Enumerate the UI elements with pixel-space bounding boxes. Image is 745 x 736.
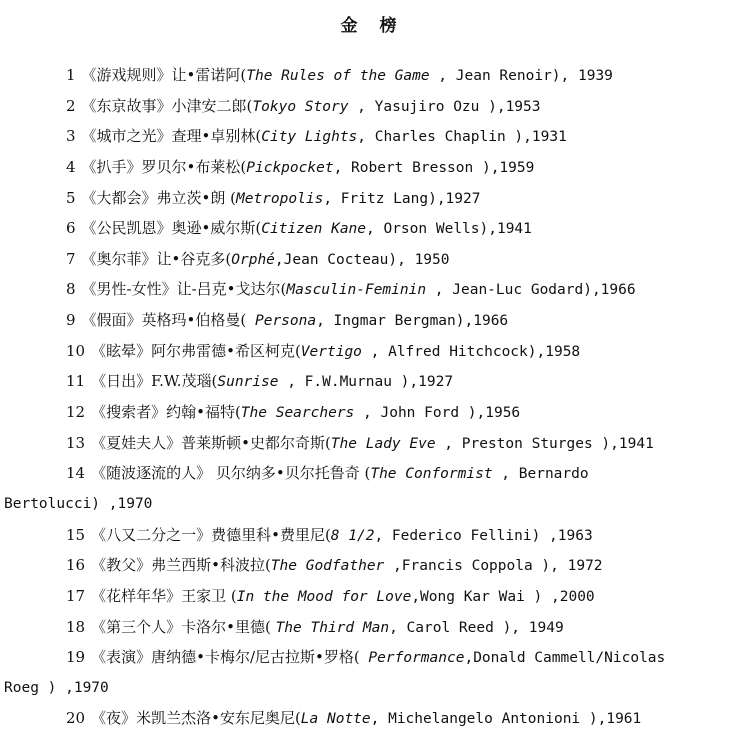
film-list bbox=[0, 60, 745, 734]
list-item bbox=[0, 121, 745, 152]
english-title: Vertigo bbox=[300, 343, 362, 360]
list-item bbox=[0, 336, 745, 367]
chinese-title-director: 《表演》唐纳德•卡梅尔/尼古拉斯•罗格( bbox=[91, 648, 360, 667]
director-year: , Federico Fellini) ,1963 bbox=[374, 527, 593, 544]
english-title: Masculin-Feminin bbox=[286, 282, 427, 299]
list-item bbox=[0, 642, 745, 703]
chinese-title-director: 《第三个人》卡洛尔•里德( bbox=[91, 617, 276, 636]
list-item-line bbox=[66, 550, 603, 582]
chinese-title-director: 《花样年华》王家卫 ( bbox=[91, 586, 237, 605]
item-number: 13 bbox=[66, 433, 86, 452]
chinese-title-director: 《假面》英格玛•伯格曼( bbox=[81, 311, 247, 330]
list-item bbox=[0, 91, 745, 122]
list-item-line bbox=[66, 213, 532, 245]
item-number: 7 bbox=[66, 249, 76, 268]
list-item-line bbox=[66, 244, 450, 276]
list-item-line bbox=[66, 274, 636, 306]
item-number: 19 bbox=[66, 648, 86, 667]
item-number: 20 bbox=[66, 709, 86, 728]
item-number: 11 bbox=[66, 372, 86, 391]
list-item bbox=[0, 274, 745, 305]
chinese-title-director: 《公民凯恩》奥逊•威尔斯( bbox=[81, 219, 262, 238]
list-item-continuation: Bertolucci) ,1970 bbox=[4, 495, 153, 512]
list-item bbox=[0, 550, 745, 581]
chinese-title-director: 《眩晕》阿尔弗雷德•希区柯克( bbox=[91, 341, 301, 360]
item-number: 2 bbox=[66, 96, 76, 115]
chinese-title-director: 《男性-女性》让-吕克•戈达尔( bbox=[81, 280, 287, 299]
chinese-title-director: 《奥尔菲》让•谷克多( bbox=[81, 249, 232, 268]
director-year: , Alfred Hitchcock),1958 bbox=[361, 343, 581, 360]
english-title: 8 1/2 bbox=[330, 527, 375, 544]
director-year: ,Wong Kar Wai ) ,2000 bbox=[411, 588, 595, 605]
list-item-continuation: Roeg ) ,1970 bbox=[4, 679, 109, 696]
list-item bbox=[0, 428, 745, 459]
list-item-line bbox=[66, 305, 508, 337]
chinese-title-director: 《扒手》罗贝尔•布莱松( bbox=[81, 157, 247, 176]
list-item-line bbox=[66, 397, 520, 429]
director-year: , F.W.Murnau ),1927 bbox=[278, 374, 454, 391]
list-item bbox=[0, 213, 745, 244]
item-number: 8 bbox=[66, 280, 76, 299]
list-item-line bbox=[66, 152, 534, 184]
director-year: , Bernardo bbox=[492, 466, 589, 483]
director-year: , Jean Renoir), 1939 bbox=[429, 68, 613, 84]
director-year: , Ingmar Bergman),1966 bbox=[316, 313, 509, 330]
list-item-line bbox=[66, 91, 541, 123]
list-item-line bbox=[66, 520, 593, 552]
page-title: 金 榜 bbox=[340, 16, 405, 36]
director-year: , Yasujiro Ozu ),1953 bbox=[348, 98, 541, 115]
list-item bbox=[0, 305, 745, 336]
english-title: Sunrise bbox=[217, 374, 279, 391]
english-title: Persona bbox=[246, 313, 317, 330]
list-item bbox=[0, 581, 745, 612]
list-item-line bbox=[66, 366, 453, 398]
english-title: The Godfather bbox=[270, 558, 385, 575]
english-title: In the Mood for Love bbox=[236, 588, 412, 605]
list-item-line bbox=[66, 458, 589, 490]
chinese-title-director: 《随波逐流的人》 贝尔纳多•贝尔托鲁奇 ( bbox=[91, 464, 371, 483]
list-item-line bbox=[66, 60, 613, 92]
director-year: ,Donald Cammell/Nicolas bbox=[464, 650, 666, 667]
item-number: 16 bbox=[66, 556, 86, 575]
item-number: 18 bbox=[66, 617, 86, 636]
list-item-line bbox=[66, 703, 641, 735]
chinese-title-director: 《搜索者》约翰•福特( bbox=[91, 403, 241, 422]
english-title: City Lights bbox=[261, 129, 358, 146]
list-item-line bbox=[66, 642, 665, 674]
list-item bbox=[0, 183, 745, 214]
item-number: 14 bbox=[66, 464, 86, 483]
chinese-title-director: 《夜》米凯兰杰洛•安东尼奥尼( bbox=[91, 709, 301, 728]
chinese-title-director: 《八又二分之一》费德里科•费里尼( bbox=[91, 525, 331, 544]
chinese-title-director: 《东京故事》小津安二郎( bbox=[81, 96, 253, 115]
chinese-title-director: 《教父》弗兰西斯•科波拉( bbox=[91, 556, 271, 575]
english-title: Pickpocket bbox=[246, 159, 334, 176]
list-item-line bbox=[66, 428, 654, 460]
director-year: , Jean-Luc Godard),1966 bbox=[426, 282, 636, 299]
english-title: Orphé bbox=[231, 251, 275, 268]
chinese-title-director: 《大都会》弗立茨•朗 ( bbox=[81, 188, 237, 207]
english-title: The Rules of the Game bbox=[246, 68, 430, 84]
item-number: 1 bbox=[66, 66, 76, 84]
director-year: , Preston Sturges ),1941 bbox=[435, 435, 654, 452]
english-title: The Searchers bbox=[240, 405, 355, 422]
list-item bbox=[0, 244, 745, 275]
chinese-title-director: 《城市之光》查理•卓别林( bbox=[81, 127, 262, 146]
director-year: , Michelangelo Antonioni ),1961 bbox=[370, 711, 642, 728]
director-year: ,Francis Coppola ), 1972 bbox=[384, 558, 603, 575]
item-number: 9 bbox=[66, 311, 76, 330]
list-item bbox=[0, 520, 745, 551]
item-number: 17 bbox=[66, 586, 86, 605]
director-year: , Carol Reed ), 1949 bbox=[389, 619, 564, 636]
english-title: The Lady Eve bbox=[330, 435, 436, 452]
director-year: , Orson Wells),1941 bbox=[366, 221, 532, 238]
english-title: Citizen Kane bbox=[261, 221, 367, 238]
list-item bbox=[0, 458, 745, 519]
list-item-line bbox=[66, 121, 567, 153]
director-year: , Robert Bresson ),1959 bbox=[333, 159, 535, 176]
english-title: Performance bbox=[359, 650, 465, 667]
director-year: ,Jean Cocteau), 1950 bbox=[274, 251, 450, 268]
director-year: , John Ford ),1956 bbox=[354, 405, 521, 422]
list-item-line bbox=[66, 183, 480, 215]
list-item bbox=[0, 703, 745, 734]
list-item bbox=[0, 366, 745, 397]
list-item bbox=[0, 612, 745, 643]
list-item-line bbox=[66, 336, 580, 368]
chinese-title-director: 《日出》F.W.茂瑙( bbox=[91, 372, 218, 391]
item-number: 6 bbox=[66, 219, 76, 238]
english-title: The Third Man bbox=[275, 619, 390, 636]
item-number: 4 bbox=[66, 157, 76, 176]
list-item bbox=[0, 60, 745, 91]
list-item-line bbox=[66, 581, 595, 613]
item-number: 12 bbox=[66, 403, 86, 422]
item-number: 3 bbox=[66, 127, 76, 146]
director-year: , Fritz Lang),1927 bbox=[323, 190, 481, 207]
english-title: Tokyo Story bbox=[252, 98, 349, 115]
item-number: 10 bbox=[66, 341, 86, 360]
english-title: La Notte bbox=[300, 711, 371, 728]
english-title: Metropolis bbox=[236, 190, 324, 207]
english-title: The Conformist bbox=[370, 466, 493, 483]
item-number: 15 bbox=[66, 525, 86, 544]
list-item bbox=[0, 397, 745, 428]
director-year: , Charles Chaplin ),1931 bbox=[357, 129, 567, 146]
list-item bbox=[0, 152, 745, 183]
chinese-title-director: 《游戏规则》让•雷诺阿( bbox=[81, 66, 247, 84]
item-number: 5 bbox=[66, 188, 76, 207]
chinese-title-director: 《夏娃夫人》普莱斯顿•史都尔奇斯( bbox=[91, 433, 331, 452]
list-item-line bbox=[66, 612, 564, 644]
